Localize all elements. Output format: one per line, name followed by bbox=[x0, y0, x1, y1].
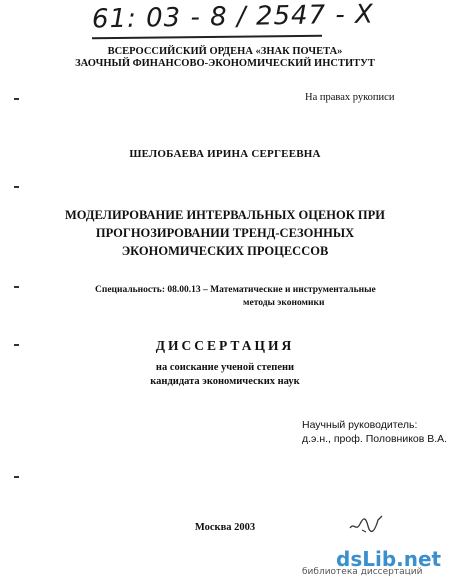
watermark-caption: библиотека диссертаций bbox=[302, 567, 423, 577]
scan-edge-mark bbox=[14, 344, 19, 346]
degree-line-2: кандидата экономических наук bbox=[150, 376, 300, 387]
specialty-line-2: методы экономики bbox=[243, 298, 325, 308]
degree-block bbox=[0, 361, 450, 389]
scan-edge-mark bbox=[14, 286, 19, 288]
supervisor-name: д.э.н., проф. Половников В.А. bbox=[302, 433, 448, 445]
city-year: Москва 2003 bbox=[194, 522, 256, 533]
degree-line-1: на соискание ученой степени bbox=[155, 362, 295, 373]
supervisor-block bbox=[302, 418, 447, 446]
scan-edge-mark bbox=[14, 186, 19, 188]
supervisor-label: Научный руководитель: bbox=[302, 419, 418, 431]
scan-edge-mark bbox=[14, 476, 19, 478]
handwritten-signature bbox=[348, 512, 388, 536]
handwritten-underline bbox=[92, 35, 322, 39]
institution-line-1: ВСЕРОССИЙСКИЙ ОРДЕНА «ЗНАК ПОЧЕТА» bbox=[107, 46, 343, 57]
watermark-logo[interactable]: dsLib.net bbox=[336, 547, 442, 571]
scan-edge-mark bbox=[14, 98, 19, 100]
handwritten-catalog-number: 61: 03 - 8 / 2547 - X bbox=[91, 0, 375, 35]
author-name: ШЕЛОБАЕВА ИРИНА СЕРГЕЕВНА bbox=[129, 148, 321, 160]
title-line-1: МОДЕЛИРОВАНИЕ ИНТЕРВАЛЬНЫХ ОЦЕНОК ПРИ bbox=[64, 208, 386, 222]
institution-line-2: ЗАОЧНЫЙ ФИНАНСОВО-ЭКОНОМИЧЕСКИЙ ИНСТИТУТ bbox=[75, 58, 375, 69]
title-line-2: ПРОГНОЗИРОВАНИИ ТРЕНД-СЕЗОННЫХ bbox=[95, 226, 355, 240]
title-line-3: ЭКОНОМИЧЕСКИХ ПРОЦЕССОВ bbox=[121, 244, 329, 258]
document-type-heading: ДИССЕРТАЦИЯ bbox=[155, 338, 295, 353]
specialty-block bbox=[95, 284, 376, 310]
specialty-line-1: Специальность: 08.00.13 – Математические и инструментальные bbox=[95, 285, 376, 295]
manuscript-rights-note: На правах рукописи bbox=[305, 92, 395, 103]
dissertation-title bbox=[0, 206, 450, 260]
